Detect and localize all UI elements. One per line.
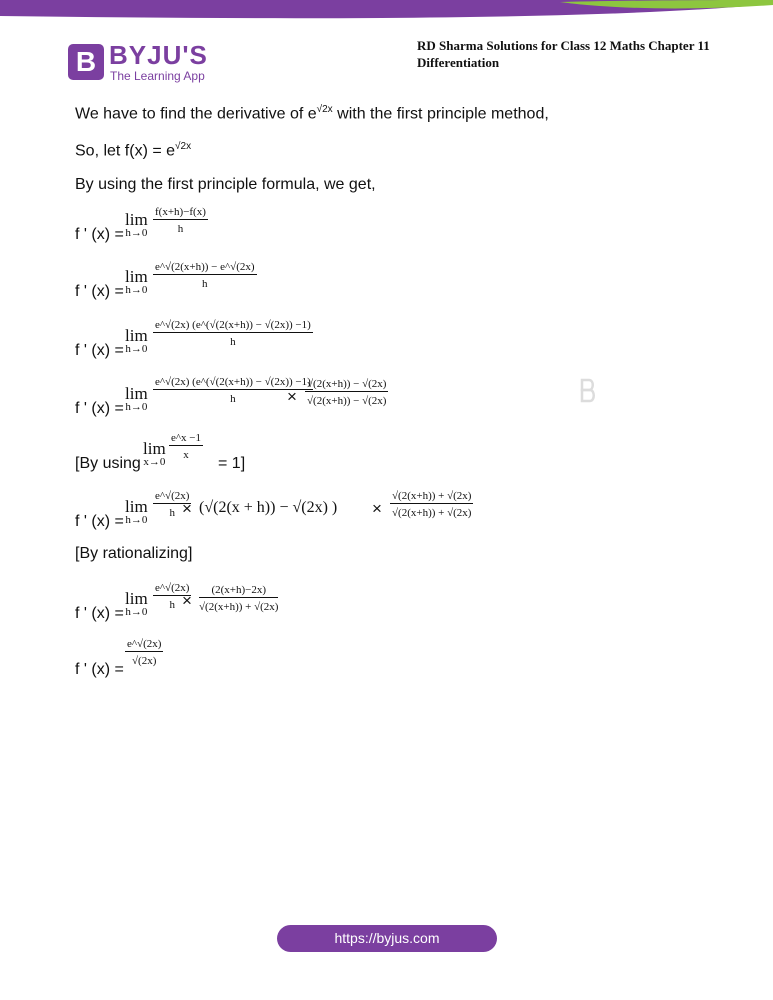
limit-operator: lim h→0 [125, 497, 148, 526]
radical-difference: (√(2(x + h)) − √(2x) ) [199, 499, 338, 516]
footer-url-link[interactable]: https://byjus.com [277, 925, 497, 952]
equation-4: f ' (x) = lim h→0 $\frac{e\^{}√(2x) (e\^{}(√(2(x+h)) - √(2x)) -1)}{h}$ × $\frac{√(2(x+h)) - √(2x)}{√(2(x+h)) - √(2x)}$ [75, 376, 387, 417]
limit-rule-note: [By using lim x→0 $\frac{e\^{}x -1}{x}$ = 1] [75, 432, 246, 472]
fraction: $\frac{f(x+h)-f(x)}{h}$ [155, 206, 206, 235]
document-header-title: RD Sharma Solutions for Class 12 Maths Chapter 11 Differentiation [417, 38, 710, 70]
fraction: $\frac{e\^{}√(2(x+h)) - e\^{}√(2x)}{h}$ [155, 261, 255, 290]
intro-line: We have to find the derivative of $e^{√2x}$ with the first principle method, [75, 104, 549, 123]
limit-operator: lim h→0 [125, 267, 148, 296]
equation-6: f ' (x) = lim h→0 $\frac{e\^{}√(2x)}{h}$ × $\frac{(2(x+h)-2x)}{√(2(x+h)) + √(2x)}$ [75, 582, 279, 622]
multiply-sign: × [287, 387, 297, 406]
equation-3: f ' (x) = lim h→0 $\frac{e\^{}√(2x) (e\^{}(√(2(x+h)) - √(2x)) -1)}{h}$ [75, 319, 311, 359]
fraction: $\frac{e\^{}√(2x)}{h}$ [155, 582, 190, 611]
byjus-watermark-icon [578, 377, 596, 407]
fraction: $\frac{√(2(x+h)) + √(2x)}{√(2(x+h)) + √(2x)}$ [392, 490, 472, 519]
multiply-sign: × [182, 591, 192, 610]
formula-intro-line: By using the first principle formula, we get, [75, 176, 376, 193]
equation-7-result: f ' (x) = $\frac{e\^{}√(2x)}{√(2x)}$ [75, 638, 162, 678]
fraction: $\frac{e\^{}√(2x)}{h}$ [155, 490, 190, 519]
limit-operator: lim h→0 [125, 210, 148, 239]
equation-1: f ' (x) = lim h→0 $\frac{f(x+h)-f(x)}{h}$ [75, 206, 206, 243]
limit-operator: lim h→0 [125, 326, 148, 355]
fraction: $\frac{e\^{}x -1}{x}$ [171, 432, 201, 461]
fraction: $\frac{√(2(x+h)) - √(2x)}{√(2(x+h)) - √(2x)}$ [307, 378, 387, 407]
equation-5: f ' (x) = lim h→0 $\frac{e\^{}√(2x)}{h}$ × (√(2(x + h)) − √(2x) ) × $\frac{√(2(x+h)) + √(2x)}{√(2(x+h)) + √(2x)}$ [75, 490, 472, 530]
rationalizing-note: [By rationalizing] [75, 545, 193, 562]
fraction: $\frac{e\^{}√(2x) (e\^{}(√(2(x+h)) - √(2x)) -1)}{h}$ [155, 319, 311, 348]
top-banner [0, 0, 773, 22]
fraction: $\frac{(2(x+h)-2x)}{√(2(x+h)) + √(2x)}$ [199, 584, 279, 613]
multiply-sign: × [182, 499, 192, 518]
let-line: So, let $f(x) = e^{√2x}$ [75, 141, 192, 160]
limit-operator: lim x→0 [143, 439, 166, 468]
fraction: $\frac{e\^{}√(2x) (e\^{}(√(2(x+h)) - √(2x)) -1)}{h}$ [155, 376, 311, 405]
logo-tagline: The Learning App [110, 69, 205, 83]
equation-2: f ' (x) = lim h→0 $\frac{e\^{}√(2(x+h)) - e\^{}√(2x)}{h}$ [75, 261, 255, 300]
limit-operator: lim h→0 [125, 384, 148, 413]
fraction: $\frac{e\^{}√(2x)}{√(2x)}$ [127, 638, 162, 667]
limit-operator: lim h→0 [125, 589, 148, 618]
multiply-sign: × [372, 499, 382, 518]
logo-mark: B [68, 44, 104, 80]
logo-wordmark: BYJU'S [109, 40, 208, 70]
